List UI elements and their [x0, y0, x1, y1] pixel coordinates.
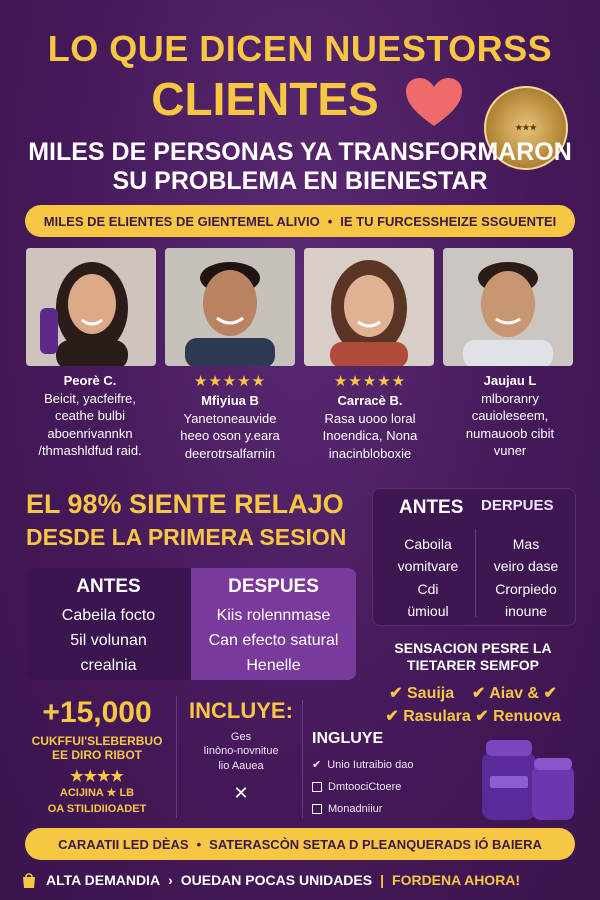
review-2	[160, 372, 300, 462]
despues-title: DESPUES	[228, 576, 319, 597]
review-line: deerotrsalfarnin	[184, 445, 276, 461]
incluye-line: Ges	[230, 731, 252, 743]
review-text	[440, 390, 580, 460]
order-now-link[interactable]: FORDENA AHORA!	[392, 872, 521, 888]
despues-column	[481, 533, 571, 623]
check-icon: ✔	[389, 684, 403, 702]
review-3	[300, 372, 440, 462]
separator: |	[380, 872, 385, 888]
review-4	[440, 372, 580, 460]
benefit-item: Renuova	[493, 707, 561, 725]
incluye-item-label: Monadniiur	[328, 803, 383, 815]
antes-column	[383, 533, 473, 623]
banner-top-separator: •	[327, 213, 333, 229]
incluye-item-label: DmtoociCtoere	[328, 781, 402, 793]
review-name: Carracè B.	[337, 393, 403, 409]
review-line: numauoob cibit	[465, 425, 555, 441]
despues-panel	[191, 568, 356, 680]
review-name: Jaujau L	[483, 373, 537, 388]
benefit-item: Rasulara	[403, 707, 471, 725]
banner-top-left: MILES DE ELIENTES DE GIENTEMEL ALIVIO	[43, 213, 320, 229]
antes-line: 5il volunan	[70, 631, 147, 649]
rating-stars: ★★★★★	[193, 373, 267, 390]
review-line: cauioleseem,	[471, 408, 549, 424]
box-icon	[312, 804, 322, 814]
incluye-line: lio Aauea	[218, 759, 264, 772]
banner-top-right: IE TU FURCESSHEIZE SSGUENTEI	[340, 213, 557, 229]
bag-icon	[20, 871, 38, 889]
review-line: inacinbloboxie	[328, 445, 412, 461]
despues-item: Mas	[512, 536, 540, 552]
subtitle-line1: MILES DE PERSONAS YA TRANSFORMARON	[28, 138, 572, 166]
review-name: Mfiyiua B	[201, 393, 259, 409]
incluye-title: INCLUYE:	[189, 698, 293, 723]
antes-item: Cdi	[417, 580, 439, 597]
rating-stars: ★★★★	[70, 767, 124, 785]
benefit-item: Sauija	[407, 684, 455, 702]
despues-line: Henelle	[246, 656, 301, 674]
divider	[176, 696, 177, 818]
customer-count	[22, 696, 172, 816]
incluye-block-1	[186, 698, 296, 804]
despues-item: Crorpiedo	[495, 580, 557, 597]
despues-heading: DERPUES	[481, 497, 554, 514]
antes-despues-box	[372, 488, 576, 626]
close-x-icon: ✕	[233, 782, 249, 803]
alta-demanda-text: ALTA DEMANDIA	[46, 872, 161, 888]
antes-text	[26, 604, 191, 678]
review-line: Yanetoneauvide	[183, 410, 277, 426]
check-icon: ✔	[312, 759, 322, 771]
divider	[302, 700, 303, 818]
despues-item: veiro dase	[493, 558, 559, 575]
sensation-block	[366, 640, 580, 728]
review-1	[20, 372, 160, 460]
check-icon: ✔	[475, 707, 489, 725]
before-after-compare	[26, 568, 356, 680]
stat-line1: EL 98% SIENTE RELAJO	[26, 489, 344, 519]
review-line: ceathe bulbi	[54, 408, 126, 424]
incluye-item	[312, 803, 482, 815]
customer-photos	[26, 248, 574, 368]
check-icon: ✔	[543, 684, 557, 702]
customer-photo-3	[304, 248, 434, 366]
check-icon: ✔	[385, 707, 399, 725]
antes-line: Cabeila focto	[61, 607, 156, 624]
stat-line2: DESDE LA PRIMERA SESION	[26, 524, 347, 551]
check-icon: ✔	[471, 684, 486, 702]
divider	[475, 529, 476, 617]
banner-top	[25, 205, 575, 237]
incluye-text	[186, 730, 296, 773]
review-line: Rasa uooo loral	[324, 410, 416, 426]
box-icon	[312, 782, 322, 792]
footer-cta	[20, 866, 580, 894]
customer-count-number: +15,000	[42, 696, 152, 729]
rating-stars: ★★★★★	[333, 373, 407, 390]
antes-item: vomitvare	[397, 558, 459, 575]
sensation-title-line2: TIETARER SEMFOP	[407, 656, 539, 673]
despues-line: Can efecto satural	[208, 631, 339, 649]
review-line: Beicit, yacfeifre,	[44, 390, 136, 406]
page-title-line2: CLIENTES	[151, 73, 379, 125]
antes-item: ümioul	[407, 603, 449, 620]
review-line: heeo oson y.eara	[180, 428, 280, 444]
rating-label-line1: ACIJINA ★ LB	[59, 786, 135, 799]
review-line: Inoendica, Nona	[322, 428, 418, 444]
benefit-checks	[366, 682, 580, 728]
subtitle-line2: SU PROBLEMA EN BIENESTAR	[112, 166, 488, 195]
review-text	[300, 410, 440, 463]
incluye-line: Iinòno-novnitue	[203, 745, 279, 758]
customer-photo-4	[443, 248, 573, 366]
antes-panel	[26, 568, 191, 680]
banner-bottom-right: SATERASCÒN SETAA D PLEANQUERADS IÓ BAIERA	[209, 836, 542, 852]
banner-bottom-separator: •	[196, 836, 202, 852]
banner-bottom	[25, 828, 575, 860]
review-text	[20, 390, 160, 460]
subtitle	[0, 138, 600, 196]
incluye-block-2	[312, 730, 482, 815]
arrow-icon: ›	[168, 872, 173, 888]
incluye-item-label: Unio Iutraibio dao	[327, 758, 414, 771]
antes-item: Caboila	[404, 536, 452, 552]
antes-heading: ANTES	[399, 497, 464, 518]
stat-headline	[26, 488, 366, 552]
customer-photo-1	[26, 248, 156, 366]
gold-seal-icon: ★★★	[484, 86, 568, 170]
incluye-item	[312, 758, 482, 771]
review-line: mlboranry	[481, 390, 539, 406]
page-title-line1: LO QUE DICEN NUESTORSS	[47, 28, 553, 69]
incluye-title: INGLUYE	[312, 730, 384, 747]
antes-line: crealnia	[80, 656, 137, 674]
heart-icon	[404, 76, 464, 128]
despues-item: inoune	[504, 603, 548, 620]
benefit-item: Aiav &	[489, 684, 539, 702]
review-line: vuner	[493, 443, 527, 459]
sensation-title-line1: SENSACION PESRE LA	[394, 640, 552, 656]
incluye-item	[312, 781, 482, 793]
rating-label-line2: OA STILIDIIOADET	[47, 802, 147, 815]
review-name: Peorè C.	[63, 373, 117, 388]
customer-count-label: CUKFFUI'SLEBERBUO EE DIRO RIBOT	[31, 734, 163, 763]
product-jars-image	[478, 732, 578, 824]
review-text	[160, 410, 300, 463]
antes-title: ANTES	[76, 576, 141, 597]
customer-photo-2	[165, 248, 295, 366]
review-line: /thmashldfud raid.	[38, 443, 142, 459]
despues-line: Kiis rolennmase	[216, 607, 331, 624]
despues-text	[191, 604, 356, 678]
quedan-text: OUEDAN POCAS UNIDADES	[180, 872, 373, 888]
review-line: aboenrivannkn	[47, 425, 133, 441]
banner-bottom-left: CARAATII LED DÈAS	[58, 836, 189, 852]
